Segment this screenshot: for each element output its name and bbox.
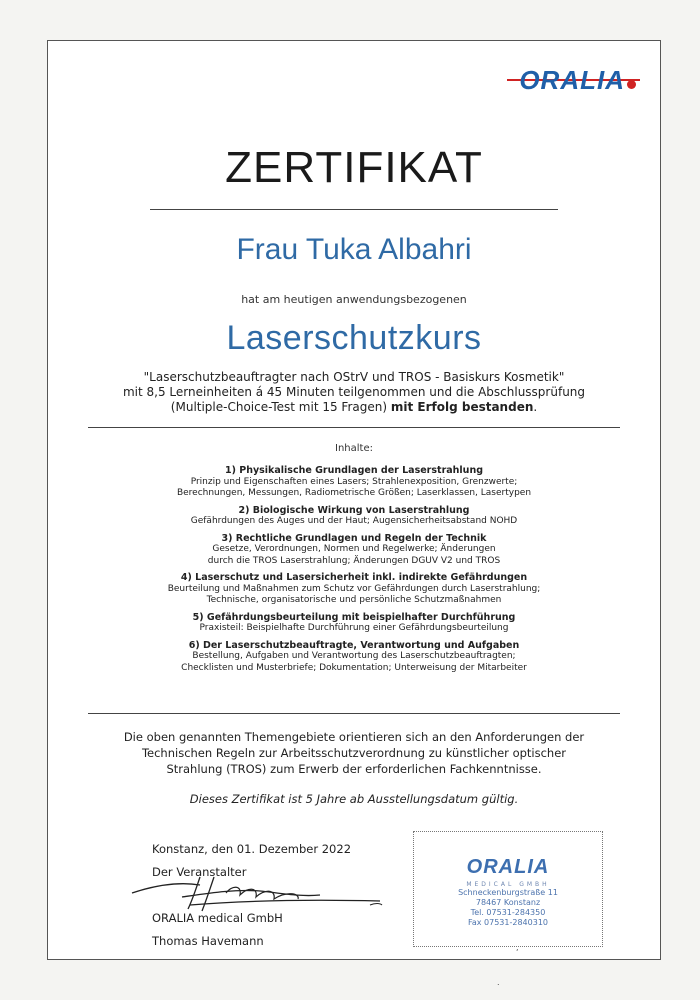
certificate-title: ZERTIFIKAT — [225, 143, 483, 192]
topic-heading: 5) Gefährdungsbeurteilung mit beispielhafter Durchführung — [192, 611, 516, 623]
recipient-name: Frau Tuka Albahri — [236, 233, 472, 266]
topic-item — [88, 533, 620, 568]
notice-line-1: Die oben genannten Themengebiete orientieren sich an den Anforderungen der — [123, 730, 585, 744]
divider-title — [150, 209, 558, 210]
person-name: Thomas Havemann — [152, 934, 264, 948]
topic-line: durch die TROS Laserstrahlung; Änderungen DGUV V2 und TROS — [207, 555, 501, 566]
stamp-fax: Fax 07531-2840310 — [467, 918, 548, 927]
description-line-3-suffix: . — [533, 400, 538, 414]
notice-line-2: Technischen Regeln zur Arbeitsschutzverordnung zu künstlicher optischer — [141, 746, 567, 760]
notice-line-3: Strahlung (TROS) zum Erwerb der erforderlichen Fachkenntnisse. — [166, 762, 542, 776]
course-description — [88, 370, 620, 415]
topic-heading: 1) Physikalische Grundlagen der Laserstrahlung — [224, 465, 484, 476]
logo-dot-icon — [627, 80, 636, 89]
description-line-1: "Laserschutzbeauftragter nach OStrV und TROS - Basiskurs Kosmetik" — [143, 370, 565, 384]
topic-line: Praxisteil: Beispielhafte Durchführung einer Gefährdungsbeurteilung — [199, 623, 509, 633]
topic-line: Gefährdungen des Auges und der Haut; Augensicherheitsabstand NOHD — [190, 516, 518, 526]
topic-item — [88, 612, 620, 635]
stamp-tel: Tel. 07531-284350 — [470, 908, 546, 917]
topic-item — [88, 572, 620, 607]
topic-line: Technische, organisatorische und persönliche Schutzmaßnahmen — [206, 595, 502, 605]
stamp-logo: ORALIA — [466, 856, 550, 878]
topic-heading: 4) Laserschutz und Lasersicherheit inkl. indirekte Gefährdungen — [180, 572, 528, 583]
course-title: Laserschutzkurs — [226, 319, 482, 357]
topic-line: Beurteilung und Maßnahmen zum Schutz vor Gefährdungen durch Laserstrahlung; — [167, 583, 541, 594]
stamp-city: 78467 Konstanz — [475, 898, 541, 907]
company-name: ORALIA medical GmbH — [152, 911, 283, 925]
topic-line: Prinzip und Eigenschaften eines Lasers; Strahlenexposition, Grenzwerte; — [190, 476, 518, 487]
topic-item — [88, 640, 620, 675]
description-line-3-prefix: (Multiple-Choice-Test mit 15 Fragen) — [170, 400, 388, 414]
description-line-3 — [88, 400, 620, 415]
contents-label: Inhalte: — [335, 443, 373, 454]
certificate-page — [47, 40, 661, 960]
topic-line: Checklisten und Musterbriefe; Dokumentation; Unterweisung der Mitarbeiter — [181, 662, 527, 673]
description-result: mit Erfolg bestanden — [390, 400, 534, 414]
topic-heading: 2) Biologische Wirkung von Laserstrahlung — [238, 504, 470, 516]
description-line-2: mit 8,5 Lerneinheiten á 45 Minuten teilgenommen und die Abschlussprüfung — [122, 385, 586, 399]
topic-item — [88, 465, 620, 500]
divider-notice — [88, 713, 620, 714]
validity-note: Dieses Zertifikat ist 5 Jahre ab Ausstellungsdatum gültig. — [189, 792, 519, 806]
topic-line: Bestellung, Aufgaben und Verantwortung des Laserschutzbeauftragten; — [192, 651, 516, 661]
intro-text: hat am heutigen anwendungsbezogenen — [241, 293, 467, 306]
stamp-content — [414, 856, 602, 928]
stamp-street: Schneckenburgstraße 11 — [458, 888, 558, 897]
place-date: Konstanz, den 01. Dezember 2022 — [152, 842, 352, 856]
oralia-logo — [519, 65, 636, 96]
logo-text: ORALIA — [519, 65, 625, 95]
topic-line: Gesetze, Verordnungen, Normen und Regelwerke; Änderungen — [212, 544, 496, 554]
topic-line: Berechnungen, Messungen, Radiometrische Größen; Laserklassen, Lasertypen — [176, 488, 532, 498]
topic-item — [88, 505, 620, 528]
topic-heading: 6) Der Laserschutzbeauftragte, Verantwortung und Aufgaben — [188, 639, 520, 651]
stamp-subtitle: MEDICAL GMBH — [466, 881, 550, 888]
company-stamp — [413, 831, 603, 947]
topics-list — [88, 465, 620, 679]
handwritten-signature — [130, 875, 390, 915]
topic-heading: 3) Rechtliche Grundlagen und Regeln der Technik — [221, 532, 487, 544]
organizer-label: Der Veranstalter — [152, 865, 247, 879]
stray-mark: . — [497, 978, 500, 987]
divider-contents — [88, 427, 620, 428]
stray-mark: , — [516, 943, 519, 952]
regulation-notice — [88, 729, 620, 777]
